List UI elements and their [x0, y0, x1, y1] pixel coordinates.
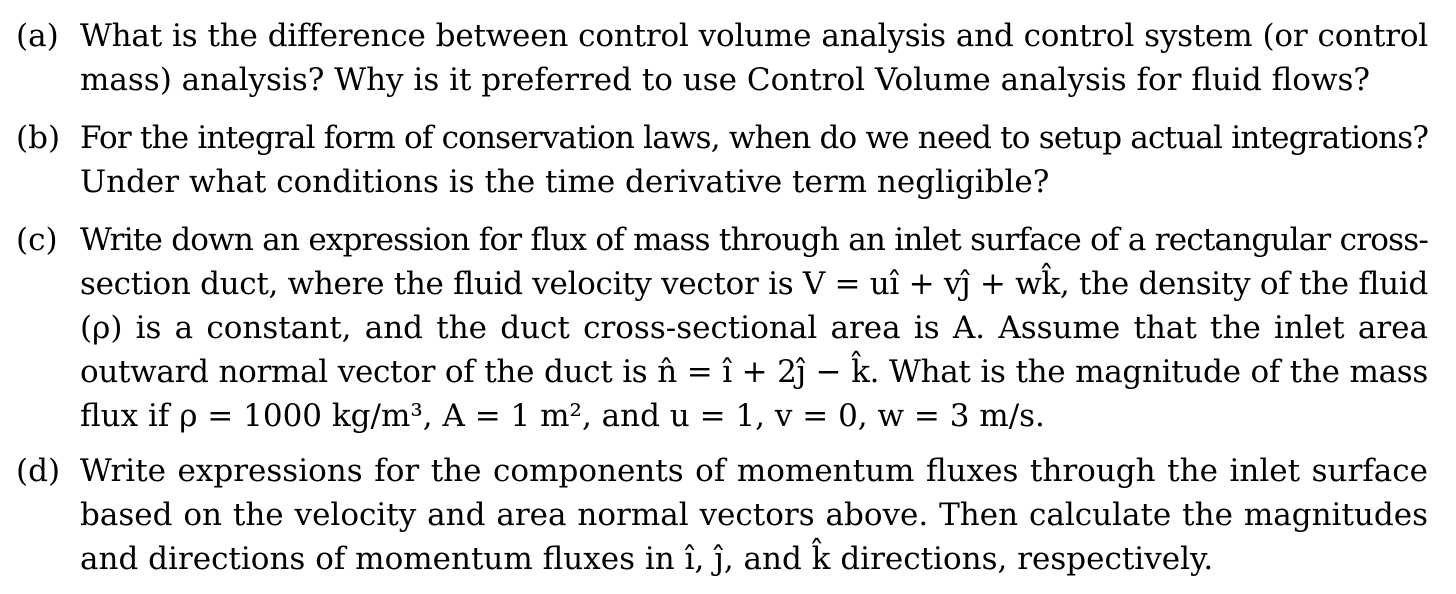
question-b-label: (b) [16, 120, 61, 156]
question-c-line-4: outward normal vector of the duct is n̂ = î + 2ĵ − k̂. What is the magnitude of the mass [80, 354, 1428, 390]
question-d-line-3: and directions of momentum fluxes in î, ĵ, and k̂ directions, respectively. [80, 541, 1214, 577]
question-d-text [80, 449, 1428, 581]
question-a-line-2: mass) analysis? Why is it preferred to use Control Volume analysis for fluid flows? [80, 62, 1371, 98]
question-b-line-2: Under what conditions is the time derivative term negligible? [80, 164, 1050, 200]
question-a-label: (a) [16, 18, 59, 54]
question-c-line-3: (ρ) is a constant, and the duct cross-sectional area is A. Assume that the inlet area [80, 310, 1428, 346]
question-d-label: (d) [16, 453, 61, 489]
question-a-text [80, 14, 1428, 102]
question-b-text [80, 116, 1428, 204]
question-d-line-1: Write expressions for the components of momentum fluxes through the inlet surface [80, 453, 1428, 489]
question-c-line-5: flux if ρ = 1000 kg/m³, A = 1 m², and u = 1, v = 0, w = 3 m/s. [80, 398, 1045, 434]
question-c-line-2: section duct, where the fluid velocity vector is V = uî + vĵ + wk̂, the density of the fluid [80, 266, 1428, 302]
question-c-label: (c) [16, 222, 58, 258]
question-c-text [80, 218, 1428, 438]
question-c-line-1: Write down an expression for flux of mass through an inlet surface of a rectangular cross- [80, 222, 1428, 258]
question-a-line-1: What is the difference between control volume analysis and control system (or control [80, 18, 1428, 54]
question-d-line-2: based on the velocity and area normal vectors above. Then calculate the magnitudes [80, 497, 1428, 533]
question-b-line-1: For the integral form of conservation laws, when do we need to setup actual integrations? [80, 120, 1429, 156]
